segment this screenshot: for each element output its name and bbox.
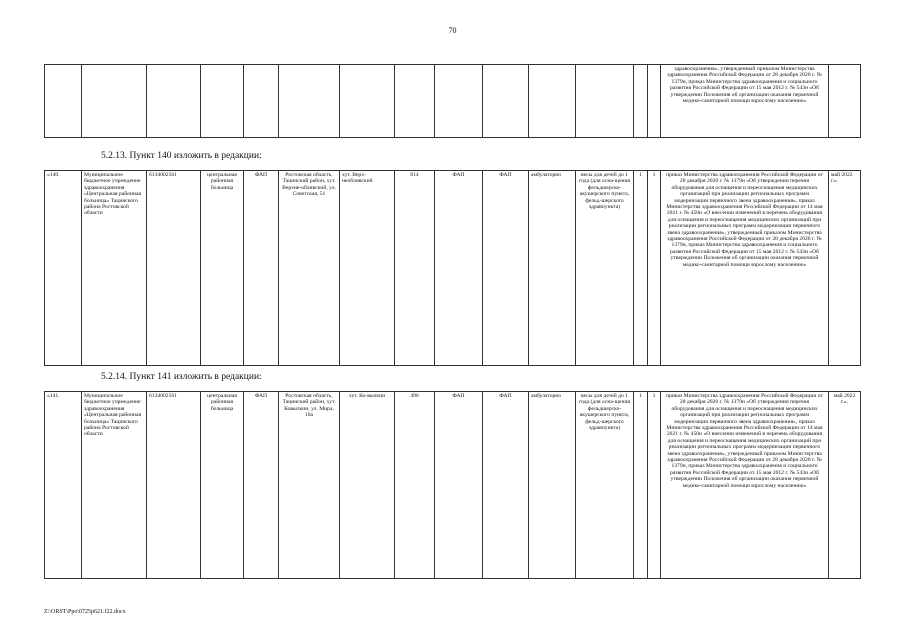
cell-unit2: ФАП bbox=[483, 392, 529, 579]
cell-qty2: 1 bbox=[648, 392, 661, 579]
cell-unit1: ФАП bbox=[435, 392, 483, 579]
cell-qty1: 1 bbox=[634, 171, 648, 366]
table-item-140 bbox=[44, 170, 861, 366]
table-item-141 bbox=[44, 391, 861, 579]
cell-settlement: хут. Ко-вылкин bbox=[340, 392, 395, 579]
cell-inn: 6134002561 bbox=[147, 171, 201, 366]
cell-settlement: хут. Верх-необливский bbox=[340, 171, 395, 366]
table-row bbox=[45, 392, 861, 579]
cell-equipment: весы для детей до 1 года (для осна-щения фельдшерско-акушерского пункта, фельд-шерского здравпункта) bbox=[576, 392, 634, 579]
page-number: 70 bbox=[448, 26, 457, 35]
cell-qty1: 1 bbox=[634, 392, 648, 579]
cell-num: «141. bbox=[45, 392, 82, 579]
basis-cell: здравоохранения», утвержденный приказом Министерства здравоохранения Российской Федерации от 28 декабря 2020 г. № 1379н, приказ Министерства здравоохранения и социального развития Российской Федерации от 15 мая 2012 г. № 543н «Об утверждении Положения об организации оказания первичной медико-санитарной помощи взрослому населению» bbox=[661, 65, 829, 138]
cell-population: 490 bbox=[395, 392, 435, 579]
cell-basis: приказ Министерства здравоохранения Российской Федерации от 28 декабря 2020 г. № 1379н «Об утверждении перечня оборудования для оснащения и переоснащения медицинских организаций при реализации региональных программ модернизации первичного звена здравоохранения», приказ Министерства здравоохранения Российской Федерации от 14 мая 2021 г. № 450н «О внесении изменений в перечень оборудования для оснащения и переоснащения медицинских организаций при реализации региональных программ модернизации первичного звена здравоохранения», утвержденный приказом Министерства здравоохранения Российской Федерации от 28 декабря 2020 г. № 1379н, приказ Министерства здравоохранения и социального развития Российской Федерации от 15 мая 2012 г. № 543н «Об утверждении Положения об организации оказания первичной медико-санитарной помощи взрослому населению» bbox=[661, 392, 829, 579]
cell-care: амбулаторно bbox=[529, 392, 576, 579]
cell-care: амбулаторно bbox=[529, 171, 576, 366]
cell-address: Ростовская область, Тацинский район, хут. Верхне-обливский, ул. Советская, 51 bbox=[279, 171, 340, 366]
cell-type: ФАП bbox=[244, 392, 279, 579]
table-row bbox=[45, 65, 861, 138]
file-path-footer: Z:\ORST\Ppo\0725p621.f22.docx bbox=[44, 609, 126, 615]
cell-address: Ростовская область, Тацинский район, хут. Ковылкин, ул. Мира, 10а bbox=[279, 392, 340, 579]
cell-unit1: ФАП bbox=[435, 171, 483, 366]
table-row bbox=[45, 171, 861, 366]
cell-equipment: весы для детей до 1 года (для осна-щения фельдшерско-акушерского пункта, фельд-шерского здравпункта) bbox=[576, 171, 634, 366]
section-heading-141: 5.2.14. Пункт 141 изложить в редакции: bbox=[101, 372, 262, 382]
cell-type: ФАП bbox=[244, 171, 279, 366]
cell-date: май 2022 г.». bbox=[829, 171, 861, 366]
cell-org: Муниципальное бюджетное учреждение здравоохранения «Центральная районная больница» Тацинского района Ростовской области bbox=[82, 171, 147, 366]
cell-hospital: центральная районная больница bbox=[201, 392, 244, 579]
continuation-table bbox=[44, 64, 861, 138]
cell-hospital: центральная районная больница bbox=[201, 171, 244, 366]
cell-population: 814 bbox=[395, 171, 435, 366]
cell-date: май 2022 г.». bbox=[829, 392, 861, 579]
cell-org: Муниципальное бюджетное учреждение здравоохранения «Центральная районная больница» Тацинского района Ростовской области bbox=[82, 392, 147, 579]
cell-basis: приказ Министерства здравоохранения Российской Федерации от 28 декабря 2020 г. № 1379н «Об утверждении перечня оборудования для оснащения и переоснащения медицинских организаций при реализации региональных программ модернизации первичного звена здравоохранения», приказ Министерства здравоохранения Российской Федерации от 14 мая 2021 г. № 450н «О внесении изменений в перечень оборудования для оснащения и переоснащения медицинских организаций при реализации региональных программ модернизации первичного звена здравоохранения», утвержденный приказом Министерства здравоохранения Российской Федерации от 28 декабря 2020 г. № 1379н, приказ Министерства здравоохранения и социального развития Российской Федерации от 15 мая 2012 г. № 543н «Об утверждении Положения об организации оказания первичной медико-санитарной помощи взрослому населению» bbox=[661, 171, 829, 366]
section-heading-140: 5.2.13. Пункт 140 изложить в редакции: bbox=[101, 151, 262, 161]
cell-inn: 6134002561 bbox=[147, 392, 201, 579]
cell-qty2: 1 bbox=[648, 171, 661, 366]
cell-num: «140. bbox=[45, 171, 82, 366]
cell-unit2: ФАП bbox=[483, 171, 529, 366]
